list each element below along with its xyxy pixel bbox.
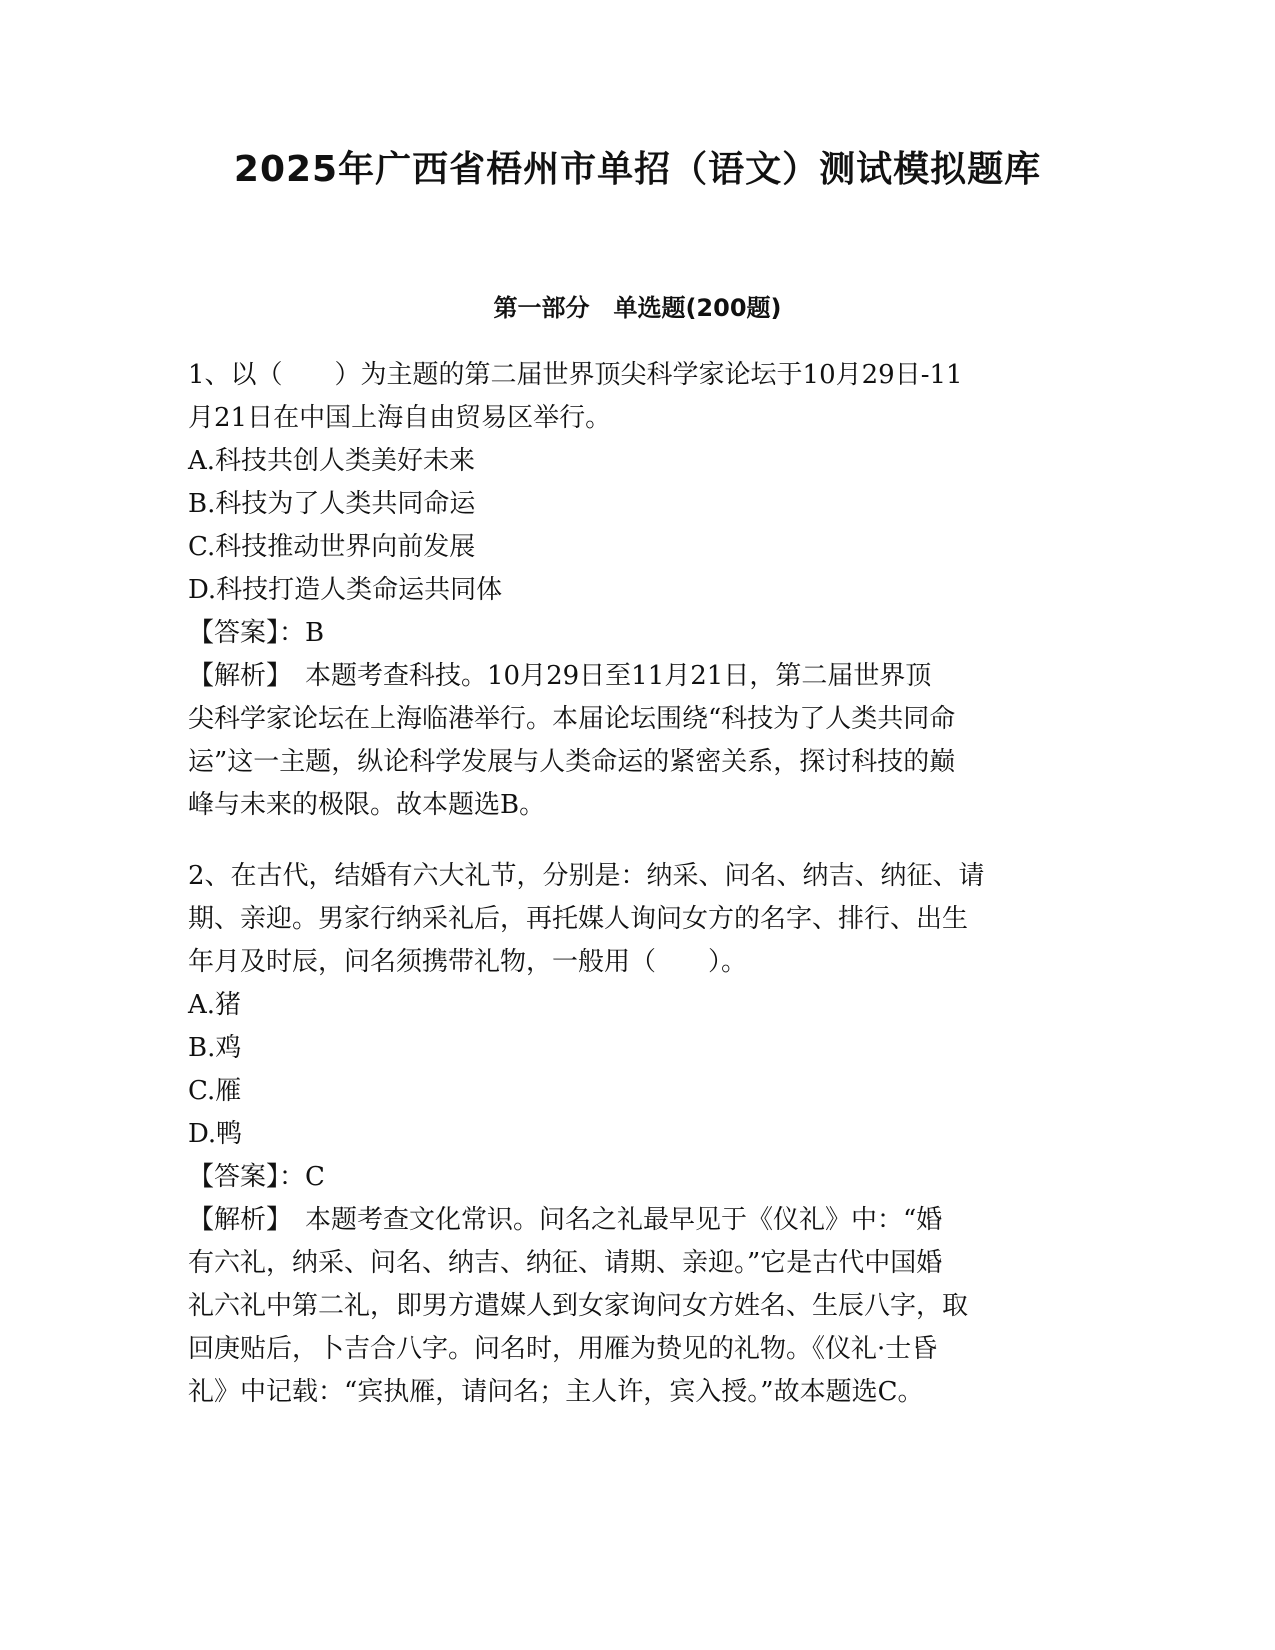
- option-d: D.鸭: [188, 1119, 243, 1149]
- answer-line: 【答案】：B: [188, 618, 325, 648]
- analysis-line: 峰与未来的极限。故本题选B。: [188, 790, 546, 820]
- answer-line: 【答案】：C: [188, 1162, 325, 1192]
- question-stem-line: 1、以（ ）为主题的第二届世界顶尖科学家论坛于10月29日-11: [188, 360, 963, 390]
- option-a: A.科技共创人类美好未来: [188, 446, 476, 476]
- analysis-line: 礼》中记载：“宾执雁，请问名；主人许，宾入授。”故本题选C。: [188, 1377, 924, 1407]
- option-c: C.雁: [188, 1076, 242, 1106]
- document-title: 2025年广西省梧州市单招（语文）测试模拟题库: [233, 149, 1042, 190]
- option-c: C.科技推动世界向前发展: [188, 532, 476, 562]
- analysis-line: 礼六礼中第二礼，即男方遣媒人到女家询问女方姓名、生辰八字，取: [188, 1291, 969, 1321]
- analysis-line: 【解析】 本题考查科技。10月29日至11月21日，第二届世界顶: [188, 661, 932, 691]
- analysis-line: 尖科学家论坛在上海临港举行。本届论坛围绕“科技为了人类共同命: [188, 704, 956, 734]
- analysis-line: 【解析】 本题考查文化常识。问名之礼最早见于《仪礼》中：“婚: [188, 1205, 943, 1235]
- option-a: A.猪: [188, 990, 242, 1020]
- analysis-line: 运”这一主题，纵论科学发展与人类命运的紧密关系，探讨科技的巅: [188, 747, 956, 777]
- question-stem-line: 2、在古代，结婚有六大礼节，分别是：纳采、问名、纳吉、纳征、请: [188, 861, 985, 891]
- question-stem-line: 年月及时辰，问名须携带礼物，一般用（ ）。: [188, 947, 748, 977]
- option-d: D.科技打造人类命运共同体: [188, 575, 503, 605]
- analysis-line: 回庚贴后，卜吉合八字。问名时，用雁为贽见的礼物。《仪礼·士昏: [188, 1334, 938, 1364]
- option-b: B.鸡: [188, 1033, 242, 1063]
- question-block-2: [188, 855, 1068, 1414]
- option-b: B.科技为了人类共同命运: [188, 489, 476, 519]
- question-block-1: [188, 354, 1068, 827]
- analysis-line: 有六礼，纳采、问名、纳吉、纳征、请期、亲迎。”它是古代中国婚: [188, 1248, 943, 1278]
- question-stem-line: 期、亲迎。男家行纳采礼后，再托媒人询问女方的名字、排行、出生: [188, 904, 969, 934]
- question-stem-line: 月21日在中国上海自由贸易区举行。: [188, 403, 612, 433]
- section-heading: 第一部分 单选题(200题): [493, 294, 782, 322]
